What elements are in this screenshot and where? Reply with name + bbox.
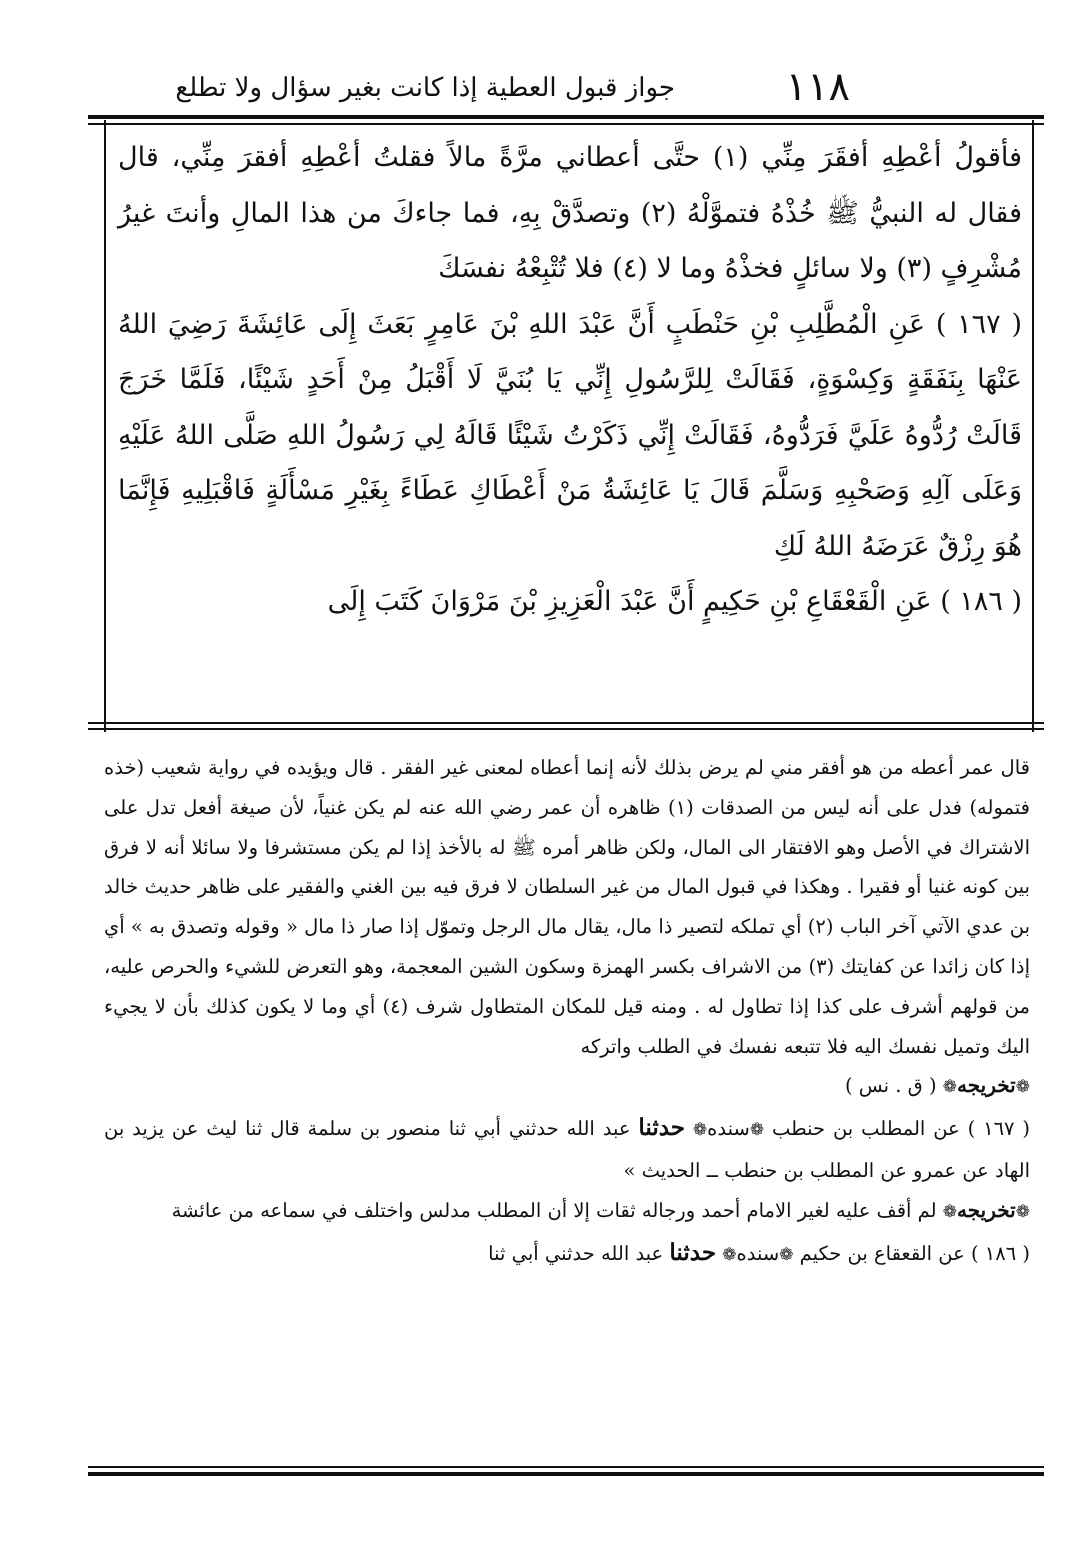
haddathana-word: حدثنا <box>638 1114 686 1142</box>
takhrij-text: لم أقف عليه لغير الامام أحمد ورجاله ثقات إلا أن المطلب مدلس واختلف في سماعه من عائشة <box>171 1198 937 1222</box>
sanad-text: عبد الله حدثني أبي ثنا <box>488 1241 664 1265</box>
haddathana-word: حدثنا <box>669 1238 717 1266</box>
hadith-text: عَنِ الْقَعْقَاعِ بْنِ حَكِيمٍ أَنَّ عَبْدَ الْعَزِيزِ بْنَ مَرْوَانَ كَتَبَ إِلَى <box>327 586 932 617</box>
middle-rule-1 <box>88 722 1044 724</box>
hadith-number: ( ١٨٦ ) <box>940 586 1022 617</box>
running-title: جواز قبول العطية إذا كانت بغير سؤال ولا تطلع <box>175 73 675 103</box>
ornament-icon: ❁ <box>749 1120 765 1141</box>
page-number: ١١٨ <box>785 64 850 110</box>
sanad-text: عبد الله حدثني أبي ثنا منصور بن سلمة قال ثنا ليث عن يزيد بن الهاد عن عمرو عن المطلب بن حنطب ــ الحديث » <box>104 1117 1030 1182</box>
frame-left-border <box>104 120 106 732</box>
takhrij-sources: ( ق . نس ) <box>844 1074 937 1098</box>
page-header <box>175 62 850 112</box>
top-rule-thin <box>88 123 1044 125</box>
middle-rule-2 <box>88 728 1044 730</box>
hadith-text: عَنِ الْمُطَّلِبِ بْنِ حَنْطَبٍ أَنَّ عَبْدَ اللهِ بْنَ عَامِرٍ بَعَثَ إِلَى عَائِشَةَ رَضِيَ اللهُ عَنْهَا بِنَفَقَةٍ وَكِسْوَةٍ، فَقَالَتْ لِلرَّسُولِ إِنِّي يَا بُنَيَّ لَا أَقْبَلُ مِنْ أَحَدٍ شَيْئًا، فَلَمَّا خَرَجَ قَالَتْ رُدُّوهُ عَلَيَّ فَرَدُّوهُ، فَقَالَتْ إِنِّي ذَكَرْتُ شَيْئًا قَالَهُ لِي رَسُولُ اللهِ صَلَّى اللهُ عَلَيْهِ وَعَلَى آلِهِ وَصَحْبِهِ وَسَلَّمَ قَالَ يَا عَائِشَةُ مَنْ أَعْطَاكِ عَطَاءً بِغَيْرِ مَسْأَلَةٍ فَاقْبَلِيهِ فَإِنَّمَا هُوَ رِزْقٌ عَرَضَهُ اللهُ لَكِ <box>118 308 1022 562</box>
ornament-icon: ❁ <box>779 1244 794 1265</box>
sanad-167 <box>104 1108 1030 1191</box>
ornament-icon: ❁ <box>1015 1077 1030 1098</box>
commentary-text: قال عمر أعطه من هو أفقر مني لم يرض بذلك لأنه إنما أعطاه لمعنى غير الفقر . قال ويؤيده في رواية شعيب (خذه فتموله) فدل على أنه ليس من الصدقات (١) ظاهره أن عمر رضي الله عنه لم يكن غنياً، لأن صيغة أفعل تدل على الاشتراك في الأصل وهو الافتقار الى المال، ولكن ظاهر أمره ﷺ له بالأخذ إذا لم يكن مستشرفا ولا سائلا أنه لا فرق بين كونه غنيا أو فقيرا . وهكذا في قبول المال من غير السلطان لا فرق فيه بين الغني والفقير على ظاهر حديث خالد بن عدي الآتي آخر الباب (٢) أي تملكه لتصير ذا مال، يقال مال الرجل وتموّل إذا صار ذا مال « وقوله وتصدق به » أي إذا كان زائدا عن كفايتك (٣) من الاشراف بكسر الهمزة وسكون الشين المعجمة، وهو التعرض للشيء والحرص عليه، من قولهم أشرف على كذا إذا تطاول له . ومنه قيل للمكان المتطاول شرف (٤) أي وما لا يكون كذلك بأن لا يجيء اليك وتميل نفسك اليه فلا تتبعه نفسك في الطلب واتركه <box>104 756 1030 1058</box>
ornament-icon: ❁ <box>942 1201 958 1222</box>
matn-text-block <box>118 130 1022 710</box>
narrator-name: عن المطلب بن حنطب <box>771 1117 960 1141</box>
hadith-number: ( ١٦٧ ) <box>967 1117 1031 1141</box>
sanad-186 <box>104 1233 1030 1276</box>
hadith-number: ( ١٨٦ ) <box>970 1241 1030 1265</box>
bottom-rule-thin <box>88 1466 1044 1468</box>
matn-continuation: فأقولُ أعْطِهِ أفقَرَ مِنِّي (١) حتَّى أعطاني مرَّةً مالاً فقلتُ أعْطِهِ أفقرَ مِنِّي، قال فقال له النبيُّ ﷺ خُذْهُ فتموَّلْهُ (٢) وتصدَّقْ بِهِ، فما جاءكَ من هذا المالِ وأنتَ غيرُ مُشْرِفٍ (٣) ولا سائلٍ فخذْهُ وما لا (٤) فلا تُتْبِعْهُ نفسَكَ <box>118 142 1022 284</box>
hadith-number: ( ١٦٧ ) <box>935 308 1022 340</box>
narrator-name: عن القعقاع بن حكيم <box>799 1241 965 1265</box>
bottom-rule-thick <box>88 1472 1044 1476</box>
hadith-186 <box>118 574 1022 630</box>
ornament-icon: ❁ <box>942 1077 958 1098</box>
top-rule-thick <box>88 115 1044 119</box>
frame-right-border <box>1032 120 1034 732</box>
takhrij-label: تخريجه <box>957 1197 1016 1222</box>
sanad-label: سنده <box>736 1241 780 1265</box>
matn-paragraph <box>118 130 1022 297</box>
takhrij-167 <box>104 1191 1030 1233</box>
sanad-label: سنده <box>707 1117 750 1141</box>
ornament-icon: ❁ <box>692 1120 708 1141</box>
hadith-167 <box>118 297 1022 575</box>
takhrij-line-1 <box>104 1066 1030 1108</box>
commentary-paragraph <box>104 748 1030 1066</box>
ornament-icon: ❁ <box>722 1244 737 1265</box>
takhrij-label: تخريجه <box>957 1073 1016 1098</box>
ornament-icon: ❁ <box>1015 1201 1030 1222</box>
commentary-block <box>104 748 1030 1468</box>
